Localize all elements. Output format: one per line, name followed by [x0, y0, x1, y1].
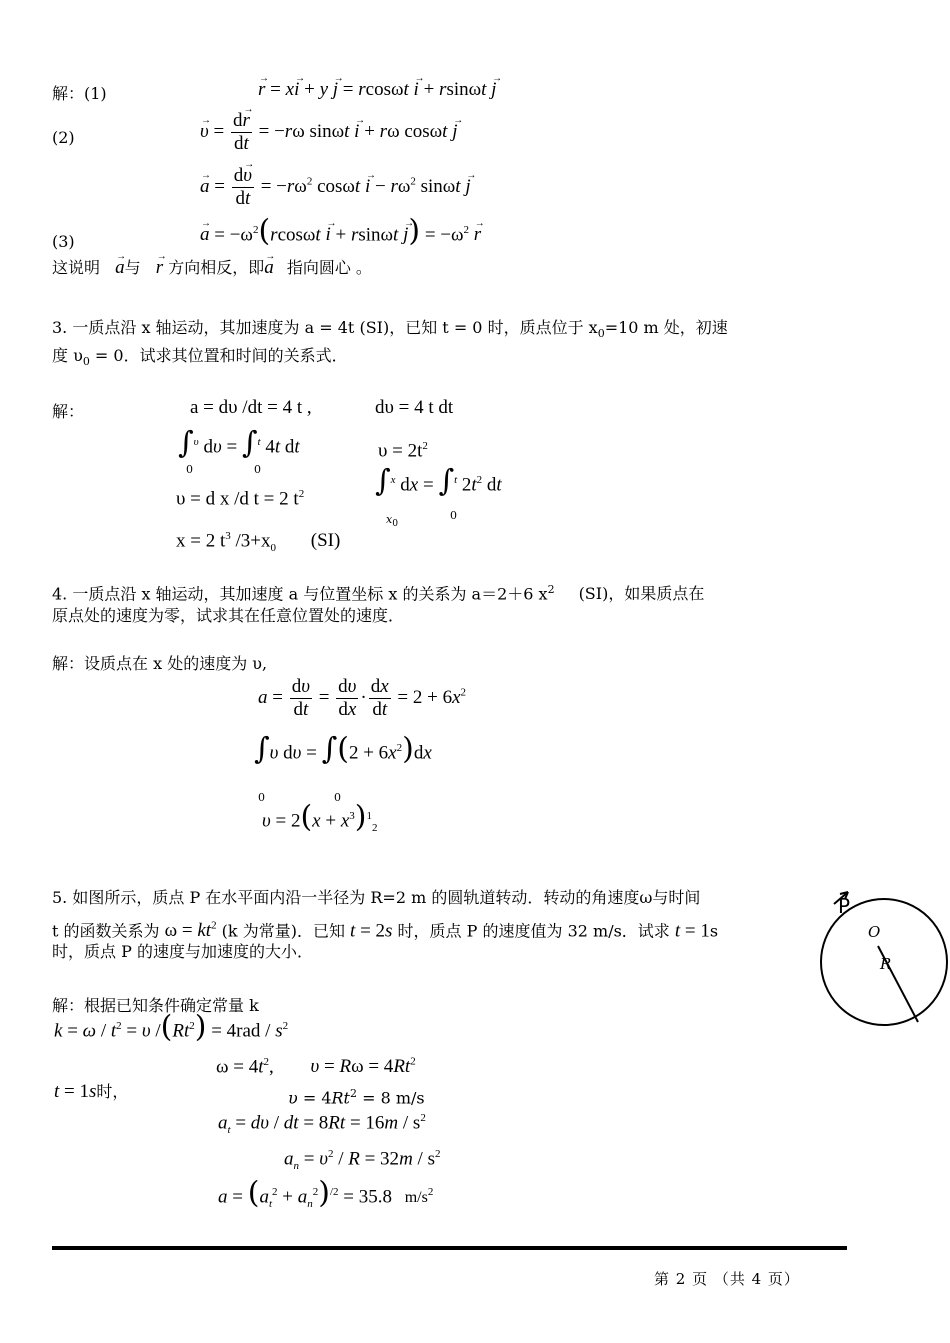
q3-statement-line2: 度 $\upsilon_0 = 0$．试求其位置和时间的关系式．	[52, 346, 348, 369]
q5-solution-label: 解：根据已知条件确定常量 k	[52, 996, 259, 1015]
q5-statement-line3: 时，质点 P 的速度与加速度的大小．	[52, 942, 313, 961]
q3-lower-limit-x0: $x_0$	[386, 513, 399, 530]
q5-eq-k: $k = \omega / t^2 = \upsilon$ $/(Rt^2) = 4rad / s^2$	[54, 1009, 289, 1045]
figure-label-P: P	[838, 894, 851, 918]
q4-statement-line2: 原点处的速度为零，试求其在任意位置处的速度．	[52, 606, 405, 625]
figure-label-R: R	[880, 955, 892, 973]
q4-lower-limit-2: 0	[334, 791, 341, 804]
q3-integral-position: ∫$^x$ dx = ∫$^t$ $2t^2$ dt	[375, 463, 502, 499]
q4-integral: ∫υ $d\upsilon = \int(2 + 6x^2)dx$	[254, 731, 432, 767]
q3-lower-limit-2: 0	[254, 463, 261, 476]
q5-eq-v-value: $\upsilon = 4Rt^2 = 8$ m/s	[288, 1087, 425, 1108]
q5-at-t1: t = 1s时，	[54, 1081, 129, 1102]
q3-result: x = 2 $t^3$ $/3+x_0$ (SI)	[176, 530, 341, 555]
q5-eq-at: $a_t = d\upsilon$ / dt = $8Rt = 16m / s^2$	[218, 1112, 426, 1137]
sol2-part2: (2)	[52, 128, 75, 147]
q4-lower-limit-1: 0	[258, 791, 265, 804]
q3-eq1: a = dυ /dt = 4 t ,	[190, 397, 312, 418]
q4-solution-label: 解：设质点在 x 处的速度为 υ,	[52, 654, 268, 673]
circle-orbit-figure	[818, 868, 950, 1032]
eq-acceleration-radial: → $a = -\omega^2(rcos\omega t \to i + rsin\omega t \to j) = -\omega^2 \to r$	[200, 220, 481, 245]
sol2-intro: 解：(1)	[52, 84, 107, 103]
q4-eq-chain-rule: a = $\frac{d\upsilon}{dt}$ = $\frac{d\upsilon}{dx}$ · $\frac{dx}{dt}$ = $2 + 6x^2$	[258, 676, 467, 720]
q3-eq3: $\upsilon = 2t^2$	[378, 440, 428, 462]
q5-eq-omega: $\omega = 4t^2$, $\upsilon = R\omega = 4Rt^2$	[216, 1056, 416, 1078]
q3-eq4: υ = d x /d t = 2 $t^2$	[176, 488, 305, 510]
eq-position-vector: → r = x→ i + y → j = rcosωt → i + rsinωt → j	[258, 80, 496, 100]
eq-velocity: → υ = $\frac{d\to r}{dt}$ = −rω sinωt → i + rω cosωt → j	[200, 110, 457, 155]
sol2-part3: (3)	[52, 232, 75, 251]
sol2-conclusion: 这说明 → a与 → r 方向相反，即→ a 指向圆心 。	[52, 258, 372, 278]
eq-acceleration: → a = $\frac{d\to \upsilon}{dt}$ = $-r\omega^2$ $\cos\omega t \to i - r\omega^2$ sinωt → j	[200, 165, 471, 210]
q4-statement-line1: 4. 一质点沿 x 轴运动，其加速度 a 与位置坐标 x 的关系为 a＝2＋6 $x^2$ (SI)，如果质点在	[52, 583, 705, 604]
q3-integral-velocity: ∫$^\upsilon$ dυ = ∫$^t$ 4t dt	[178, 425, 300, 461]
page-footer: 第 2 页 （共 4 页）	[654, 1270, 800, 1288]
q5-statement-line1: 5. 如图所示，质点 P 在水平面内沿一半径为 R=2 m 的圆轨道转动．转动的角速度ω与时间	[52, 888, 701, 907]
q5-eq-total-acceleration: $a = (a_t^2 + a_n^2)^{/2} = 35.8$ $m/s^2$	[218, 1175, 434, 1211]
q3-lower-limit-3: 0	[450, 509, 457, 522]
q4-result: $\upsilon = 2(x + x^3)^1_2$	[262, 799, 378, 835]
q3-lower-limit-1: 0	[186, 463, 193, 476]
q3-statement-line1: 3. 一质点沿 x 轴运动，其加速度为 a = 4t (SI)，已知 t = 0 时，质点位于 $x_0=10$ m 处，初速	[52, 318, 728, 341]
q5-statement-line2: t 的函数关系为 $\omega = kt^2$ (k 为常量)．已知 t = 2s 时，质点 P 的速度值为 32 m/s．试求 t = 1s	[52, 920, 719, 942]
q3-solution-label: 解：	[52, 402, 85, 421]
q3-eq2: dυ = 4 t dt	[375, 397, 454, 418]
figure-label-O: O	[868, 923, 881, 941]
q5-eq-an: $a_n = \upsilon^2 / R = 32m / s^2$	[284, 1148, 441, 1173]
footer-rule	[52, 1246, 847, 1250]
